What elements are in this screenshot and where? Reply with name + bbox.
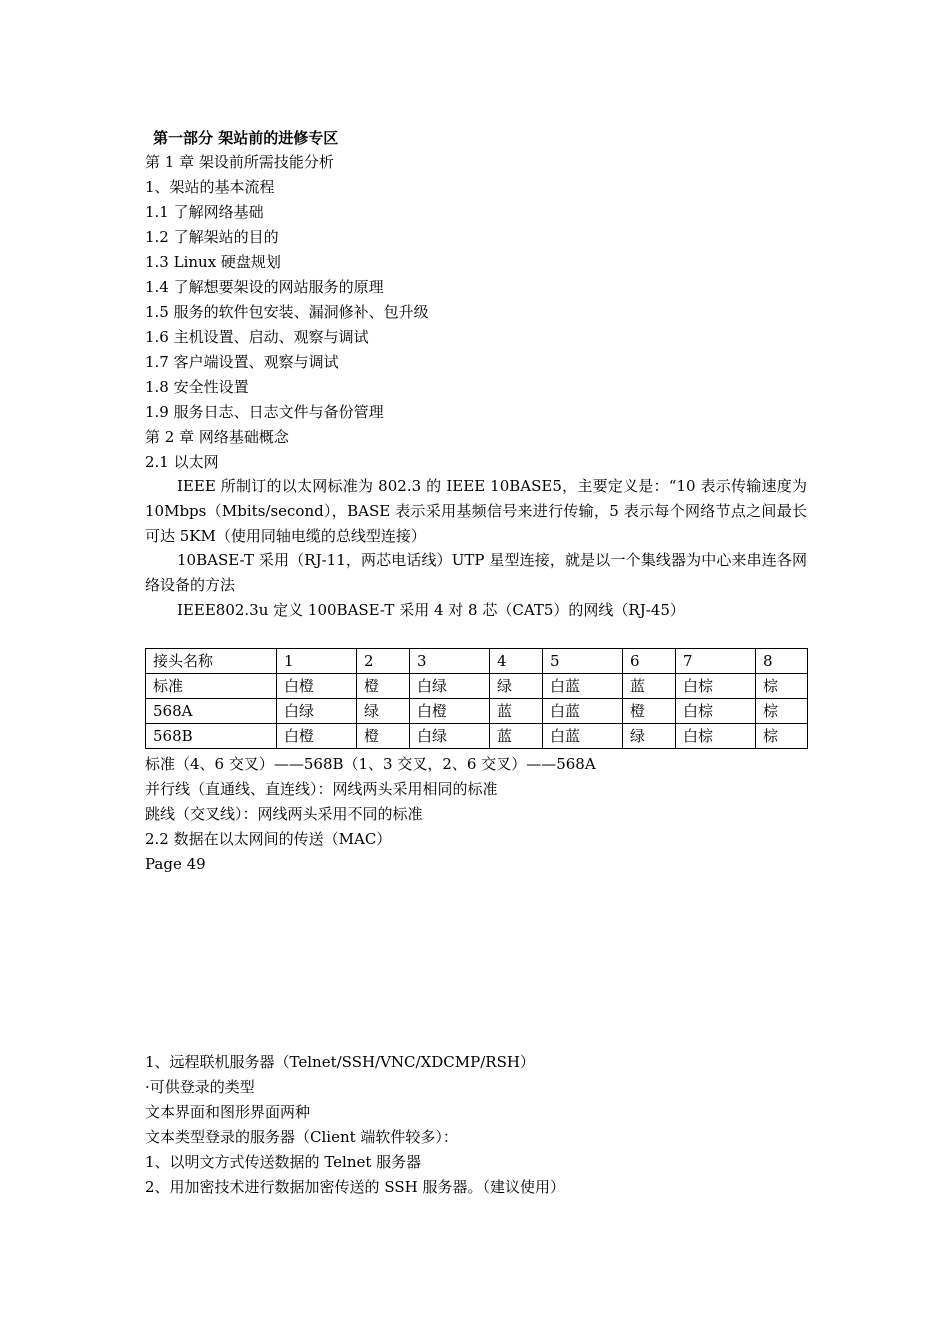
chapter-1-title: 第 1 章 架设前所需技能分析 [145,153,334,171]
table-header-cell: 8 [756,649,808,674]
remote-server-heading: 1、远程联机服务器（Telnet/SSH/VNC/XDCMP/RSH） [145,1053,535,1071]
list-item: 1.7 客户端设置、观察与调试 [145,353,339,371]
interface-types-line: 文本界面和图形界面两种 [145,1103,311,1121]
table-cell: 棕 [756,699,808,724]
table-cell: 蓝 [623,674,676,699]
page-number: Page 49 [145,855,206,873]
table-header-row [146,649,808,674]
table-header-cell: 1 [277,649,357,674]
chapter-2-title: 第 2 章 网络基础概念 [145,428,289,446]
table-cell: 蓝 [490,724,543,749]
paragraph-100base-t: IEEE802.3u 定义 100BASE-T 采用 4 对 8 芯（CAT5）的网线（RJ-45） [177,601,685,619]
paragraph-ethernet-standard: IEEE 所制订的以太网标准为 802.3 的 IEEE 10BASE5，主要定义是：“10 表示传输速度为 10Mbps（Mbits/second），BASE 表示采用基频信号来进行传输，5 表示每个网络节点之间最长可达 5KM（使用同轴电缆的总线型连接） [145,477,807,545]
straight-through-note: 并行线（直通线、直连线）：网线两头采用相同的标准 [145,780,498,798]
list-item: 1.1 了解网络基础 [145,203,264,221]
table-cell: 白绿 [410,674,490,699]
table-header-cell: 6 [623,649,676,674]
crossover-cable-note: 跳线（交叉线）：网线两头采用不同的标准 [145,805,423,823]
table-cell: 蓝 [490,699,543,724]
table-cell: 棕 [756,724,808,749]
table-row [146,724,808,749]
list-item: 1.8 安全性设置 [145,378,249,396]
table-cell: 568A [146,699,277,724]
table-header-cell: 4 [490,649,543,674]
table-cell: 白橙 [277,724,357,749]
section-2-1-heading: 2.1 以太网 [145,453,219,471]
table-cell: 白棕 [676,724,756,749]
table-cell: 绿 [623,724,676,749]
paragraph-10base-t: 10BASE-T 采用（RJ-11，两芯电话线）UTP 星型连接，就是以一个集线器为中心来串连各网络设备的方法 [145,551,807,594]
table-header-cell: 7 [676,649,756,674]
table-cell: 白蓝 [543,674,623,699]
table-cell: 橙 [623,699,676,724]
table-cell: 白蓝 [543,724,623,749]
table-cell: 绿 [357,699,410,724]
table-cell: 白绿 [410,724,490,749]
list-item: 2、用加密技术进行数据加密传送的 SSH 服务器。（建议使用） [145,1178,565,1196]
table-cell: 白蓝 [543,699,623,724]
table-cell: 白棕 [676,674,756,699]
list-item: 1.6 主机设置、启动、观察与调试 [145,328,369,346]
table-cell: 橙 [357,724,410,749]
login-types-bullet: ·可供登录的类型 [145,1078,255,1096]
list-item: 1、以明文方式传送数据的 Telnet 服务器 [145,1153,422,1171]
text-login-servers-line: 文本类型登录的服务器（Client 端软件较多）： [145,1128,458,1146]
table-cell: 棕 [756,674,808,699]
table-cell: 橙 [357,674,410,699]
table-cell: 白橙 [410,699,490,724]
table-cell: 568B [146,724,277,749]
table-cell: 白绿 [277,699,357,724]
table-cell: 绿 [490,674,543,699]
table-cell: 标准 [146,674,277,699]
table-row [146,674,808,699]
list-item: 1.2 了解架站的目的 [145,228,279,246]
list-item: 1.5 服务的软件包安装、漏洞修补、包升级 [145,303,429,321]
table-cell: 白棕 [676,699,756,724]
table-cell: 白橙 [277,674,357,699]
section-2-2-heading: 2.2 数据在以太网间的传送（MAC） [145,830,392,848]
table-header-cell: 接头名称 [146,649,277,674]
crossover-note: 标准（4、6 交叉）——568B（1、3 交叉，2、6 交叉）——568A [145,755,596,773]
wiring-standard-table [145,648,808,749]
part-title: 第一部分 架站前的进修专区 [153,129,339,147]
list-item: 1.4 了解想要架设的网站服务的原理 [145,278,384,296]
list-item: 1.9 服务日志、日志文件与备份管理 [145,403,384,421]
section-1-heading: 1、架站的基本流程 [145,178,275,196]
table-header-cell: 5 [543,649,623,674]
table-header-cell: 2 [357,649,410,674]
table-header-cell: 3 [410,649,490,674]
list-item: 1.3 Linux 硬盘规划 [145,253,281,271]
table-row [146,699,808,724]
